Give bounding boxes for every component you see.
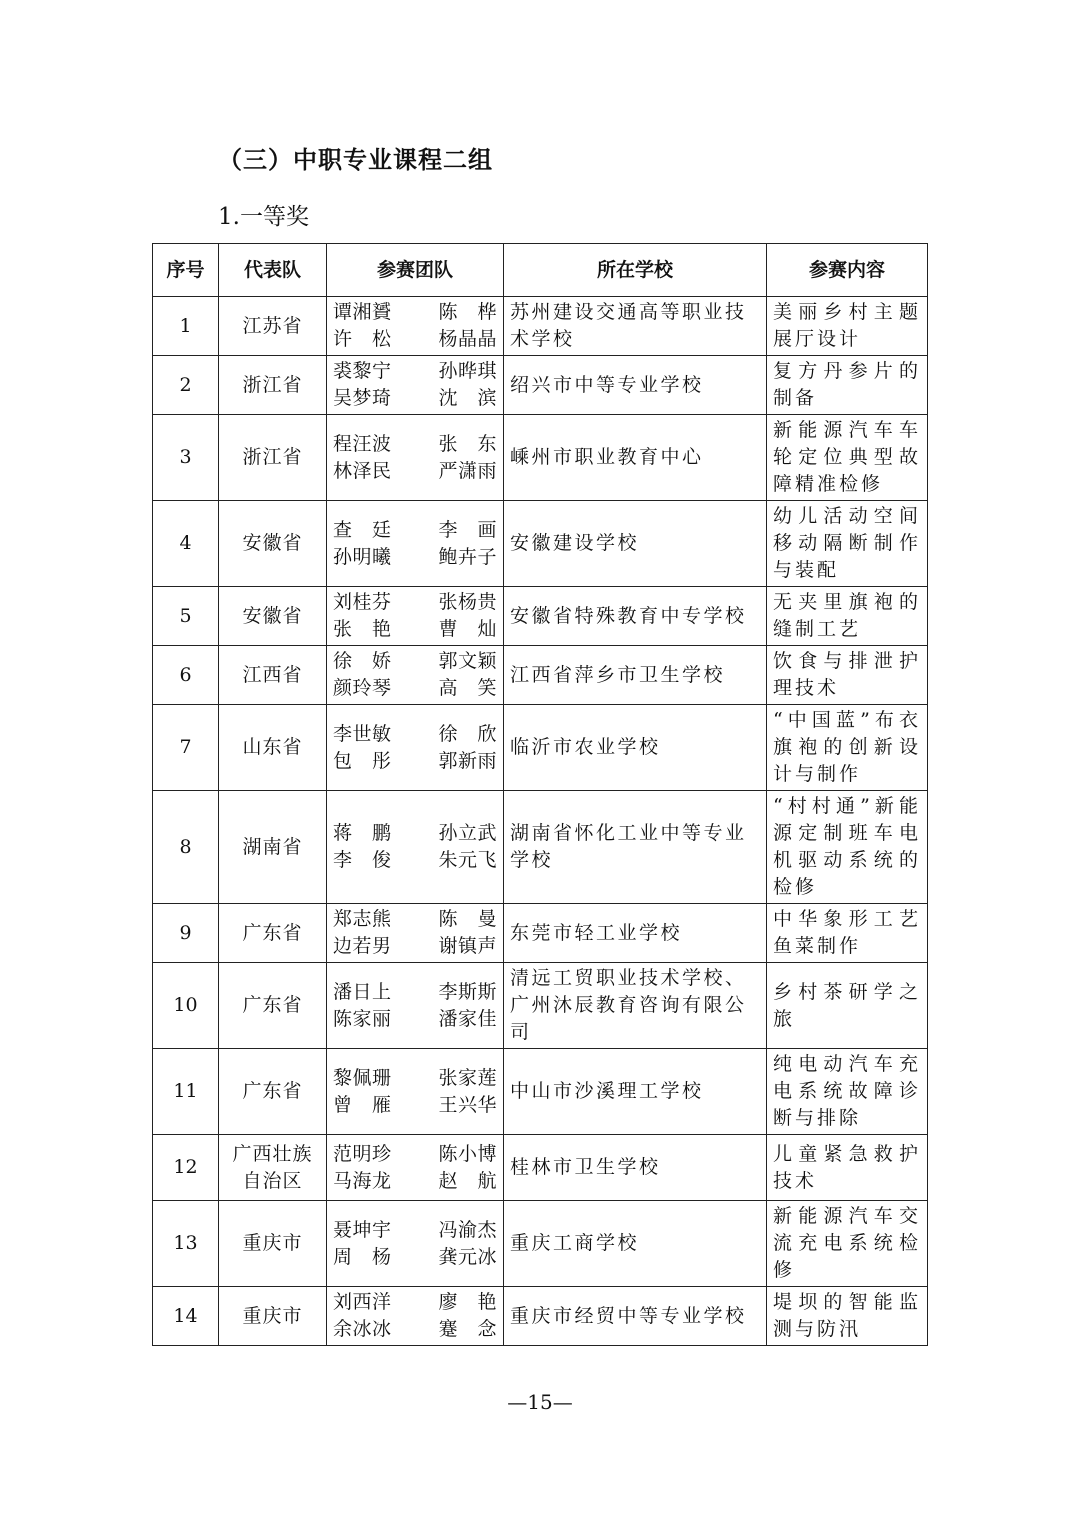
team-member-name: 严潇雨 — [438, 459, 497, 482]
team-line — [333, 648, 497, 675]
cell-content: 新能源汽车车轮定位典型故障精准检修 — [767, 415, 928, 501]
cell-school: 临沂市农业学校 — [504, 705, 767, 791]
awards-table — [152, 243, 928, 1346]
team-member-name: 程汪波 — [333, 432, 392, 455]
team-line — [333, 1244, 497, 1271]
cell-content: “中国蓝”布衣旗袍的创新设计与制作 — [767, 705, 928, 791]
cell-team — [327, 963, 504, 1049]
team-member-name: 张 艳 — [333, 618, 392, 640]
cell-no: 14 — [153, 1287, 219, 1346]
team-member-name: 朱元飞 — [438, 849, 497, 871]
cell-content: 无夹里旗袍的缝制工艺 — [767, 587, 928, 646]
team-member-name: 蹇 念 — [438, 1318, 497, 1340]
team-member-name: 孙立武 — [438, 822, 497, 844]
cell-school: 苏州建设交通高等职业技术学校 — [504, 297, 767, 356]
team-member-name: 颜玲琴 — [333, 677, 392, 699]
cell-no: 1 — [153, 297, 219, 356]
team-member-name: 刘桂芬 — [333, 591, 392, 613]
cell-content: 儿童紧急救护技术 — [767, 1135, 928, 1201]
table-row — [153, 415, 928, 501]
team-line — [333, 589, 497, 616]
team-member-name: 林泽民 — [333, 459, 392, 482]
team-member-name: 张家莲 — [438, 1066, 497, 1089]
header-content: 参赛内容 — [767, 244, 928, 297]
page-number: —15— — [507, 1390, 573, 1414]
team-member-name: 高 笑 — [438, 677, 497, 699]
team-member-name: 蒋 鹏 — [333, 822, 392, 844]
team-member-name: 马海龙 — [333, 1169, 392, 1192]
team-member-name: 边若男 — [333, 935, 392, 957]
cell-school: 中山市沙溪理工学校 — [504, 1049, 767, 1135]
team-member-name: 杨晶晶 — [438, 328, 497, 350]
team-member-name: 裘黎宁 — [333, 360, 392, 382]
team-line — [333, 1092, 497, 1119]
cell-content: 乡村茶研学之旅 — [767, 963, 928, 1049]
table-row — [153, 356, 928, 415]
team-member-name: 李世敏 — [333, 722, 392, 745]
cell-school: 桂林市卫生学校 — [504, 1135, 767, 1201]
cell-no: 2 — [153, 356, 219, 415]
team-member-name: 张杨贵 — [438, 591, 497, 613]
team-member-name: 陈 曼 — [438, 908, 497, 930]
team-member-name: 陈 桦 — [438, 301, 497, 323]
table-body — [153, 297, 928, 1346]
team-line — [333, 544, 497, 571]
team-line — [333, 1065, 497, 1092]
cell-content: 复方丹参片的制备 — [767, 356, 928, 415]
team-member-name: 郑志熊 — [333, 908, 392, 930]
team-member-name: 曾 雁 — [333, 1093, 392, 1116]
team-member-name: 冯渝杰 — [438, 1218, 497, 1241]
team-member-name: 包 彤 — [333, 749, 392, 772]
team-member-name: 许 松 — [333, 328, 392, 350]
team-member-name: 黎佩珊 — [333, 1066, 392, 1089]
cell-no: 9 — [153, 904, 219, 963]
table-row — [153, 1049, 928, 1135]
cell-content: 美丽乡村主题展厅设计 — [767, 297, 928, 356]
cell-no: 3 — [153, 415, 219, 501]
team-member-name: 龚元冰 — [438, 1245, 497, 1268]
cell-content: 饮食与排泄护理技术 — [767, 646, 928, 705]
cell-content: 新能源汽车交流充电系统检修 — [767, 1201, 928, 1287]
team-member-name: 鲍卉子 — [438, 545, 497, 568]
table-row — [153, 791, 928, 904]
team-member-name: 郭新雨 — [438, 749, 497, 772]
cell-province: 广东省 — [219, 1049, 327, 1135]
cell-team — [327, 501, 504, 587]
cell-school: 东莞市轻工业学校 — [504, 904, 767, 963]
team-member-name: 谢镇声 — [438, 935, 497, 957]
team-line — [333, 906, 497, 933]
section-title: （三）中职专业课程二组 — [218, 146, 493, 174]
team-member-name: 李 俊 — [333, 849, 392, 871]
table-row — [153, 646, 928, 705]
team-member-name: 吴梦琦 — [333, 387, 392, 409]
cell-school: 重庆工商学校 — [504, 1201, 767, 1287]
team-line — [333, 933, 497, 960]
team-line — [333, 675, 497, 702]
cell-team — [327, 587, 504, 646]
cell-province: 安徽省 — [219, 501, 327, 587]
cell-no: 5 — [153, 587, 219, 646]
team-line — [333, 748, 497, 775]
team-member-name: 廖 艳 — [438, 1291, 497, 1313]
cell-team — [327, 1287, 504, 1346]
team-line — [333, 979, 497, 1006]
team-line — [333, 1006, 497, 1033]
team-member-name: 李 画 — [438, 518, 497, 541]
team-member-name: 谭湘贇 — [333, 301, 392, 323]
award-level-heading: 1.一等奖 — [218, 204, 309, 230]
header-province: 代表队 — [219, 244, 327, 297]
team-member-name: 孙晔琪 — [438, 360, 497, 382]
team-line — [333, 1316, 497, 1343]
team-line — [333, 820, 497, 847]
team-line — [333, 517, 497, 544]
cell-province: 湖南省 — [219, 791, 327, 904]
team-member-name: 刘西洋 — [333, 1291, 392, 1313]
cell-team — [327, 1049, 504, 1135]
cell-team — [327, 646, 504, 705]
cell-province: 广东省 — [219, 963, 327, 1049]
table-row — [153, 705, 928, 791]
cell-content: 幼儿活动空间移动隔断制作与装配 — [767, 501, 928, 587]
cell-team — [327, 415, 504, 501]
cell-school: 江西省萍乡市卫生学校 — [504, 646, 767, 705]
team-line — [333, 431, 497, 458]
cell-no: 12 — [153, 1135, 219, 1201]
cell-no: 10 — [153, 963, 219, 1049]
cell-school: 清远工贸职业技术学校、广州沐辰教育咨询有限公司 — [504, 963, 767, 1049]
cell-school: 嵊州市职业教育中心 — [504, 415, 767, 501]
table-row — [153, 587, 928, 646]
cell-content: 中华象形工艺鱼菜制作 — [767, 904, 928, 963]
cell-school: 绍兴市中等专业学校 — [504, 356, 767, 415]
cell-no: 7 — [153, 705, 219, 791]
cell-school: 湖南省怀化工业中等专业学校 — [504, 791, 767, 904]
cell-province: 重庆市 — [219, 1287, 327, 1346]
team-line — [333, 721, 497, 748]
team-member-name: 聂坤宇 — [333, 1218, 392, 1241]
cell-team — [327, 297, 504, 356]
team-member-name: 徐 欣 — [438, 722, 497, 745]
cell-no: 13 — [153, 1201, 219, 1287]
team-member-name: 查 廷 — [333, 518, 392, 541]
team-member-name: 周 杨 — [333, 1245, 392, 1268]
table-row — [153, 1135, 928, 1201]
team-member-name: 余冰冰 — [333, 1318, 392, 1340]
team-line — [333, 847, 497, 874]
team-line — [333, 1217, 497, 1244]
team-member-name: 潘日上 — [333, 980, 392, 1003]
table-row — [153, 904, 928, 963]
cell-team — [327, 356, 504, 415]
team-line — [333, 385, 497, 412]
table-row — [153, 1287, 928, 1346]
team-member-name: 张 东 — [438, 432, 497, 455]
header-team: 参赛团队 — [327, 244, 504, 297]
cell-province: 山东省 — [219, 705, 327, 791]
cell-content: 纯电动汽车充电系统故障诊断与排除 — [767, 1049, 928, 1135]
team-member-name: 范明珍 — [333, 1142, 392, 1165]
cell-province: 广东省 — [219, 904, 327, 963]
cell-province: 浙江省 — [219, 356, 327, 415]
team-member-name: 曹 灿 — [438, 618, 497, 640]
cell-school: 安徽建设学校 — [504, 501, 767, 587]
cell-no: 8 — [153, 791, 219, 904]
cell-team — [327, 904, 504, 963]
table-row — [153, 297, 928, 356]
team-line — [333, 358, 497, 385]
team-member-name: 徐 娇 — [333, 650, 392, 672]
team-member-name: 李斯斯 — [438, 980, 497, 1003]
team-line — [333, 1289, 497, 1316]
cell-school: 重庆市经贸中等专业学校 — [504, 1287, 767, 1346]
team-line — [333, 299, 497, 326]
cell-province: 安徽省 — [219, 587, 327, 646]
cell-team — [327, 1201, 504, 1287]
team-member-name: 赵 航 — [438, 1169, 497, 1192]
cell-province: 浙江省 — [219, 415, 327, 501]
cell-team — [327, 1135, 504, 1201]
team-member-name: 孙明曦 — [333, 545, 392, 568]
team-line — [333, 1168, 497, 1195]
team-member-name: 王兴华 — [438, 1093, 497, 1116]
cell-content: “村村通”新能源定制班车电机驱动系统的检修 — [767, 791, 928, 904]
team-member-name: 郭文颖 — [438, 650, 497, 672]
table-row — [153, 963, 928, 1049]
table-header-row — [153, 244, 928, 297]
table-row — [153, 501, 928, 587]
cell-province: 江西省 — [219, 646, 327, 705]
team-member-name: 潘家佳 — [438, 1007, 497, 1030]
cell-school: 安徽省特殊教育中专学校 — [504, 587, 767, 646]
cell-province: 广西壮族自治区 — [219, 1135, 327, 1201]
header-no: 序号 — [153, 244, 219, 297]
cell-province: 重庆市 — [219, 1201, 327, 1287]
team-member-name: 陈家丽 — [333, 1007, 392, 1030]
team-line — [333, 616, 497, 643]
cell-no: 11 — [153, 1049, 219, 1135]
team-line — [333, 1141, 497, 1168]
team-line — [333, 458, 497, 485]
cell-content: 堤坝的智能监测与防汛 — [767, 1287, 928, 1346]
team-member-name: 沈 滨 — [438, 387, 497, 409]
team-line — [333, 326, 497, 353]
team-member-name: 陈小博 — [438, 1142, 497, 1165]
table-row — [153, 1201, 928, 1287]
cell-no: 4 — [153, 501, 219, 587]
header-school: 所在学校 — [504, 244, 767, 297]
cell-province: 江苏省 — [219, 297, 327, 356]
cell-team — [327, 791, 504, 904]
cell-no: 6 — [153, 646, 219, 705]
cell-team — [327, 705, 504, 791]
